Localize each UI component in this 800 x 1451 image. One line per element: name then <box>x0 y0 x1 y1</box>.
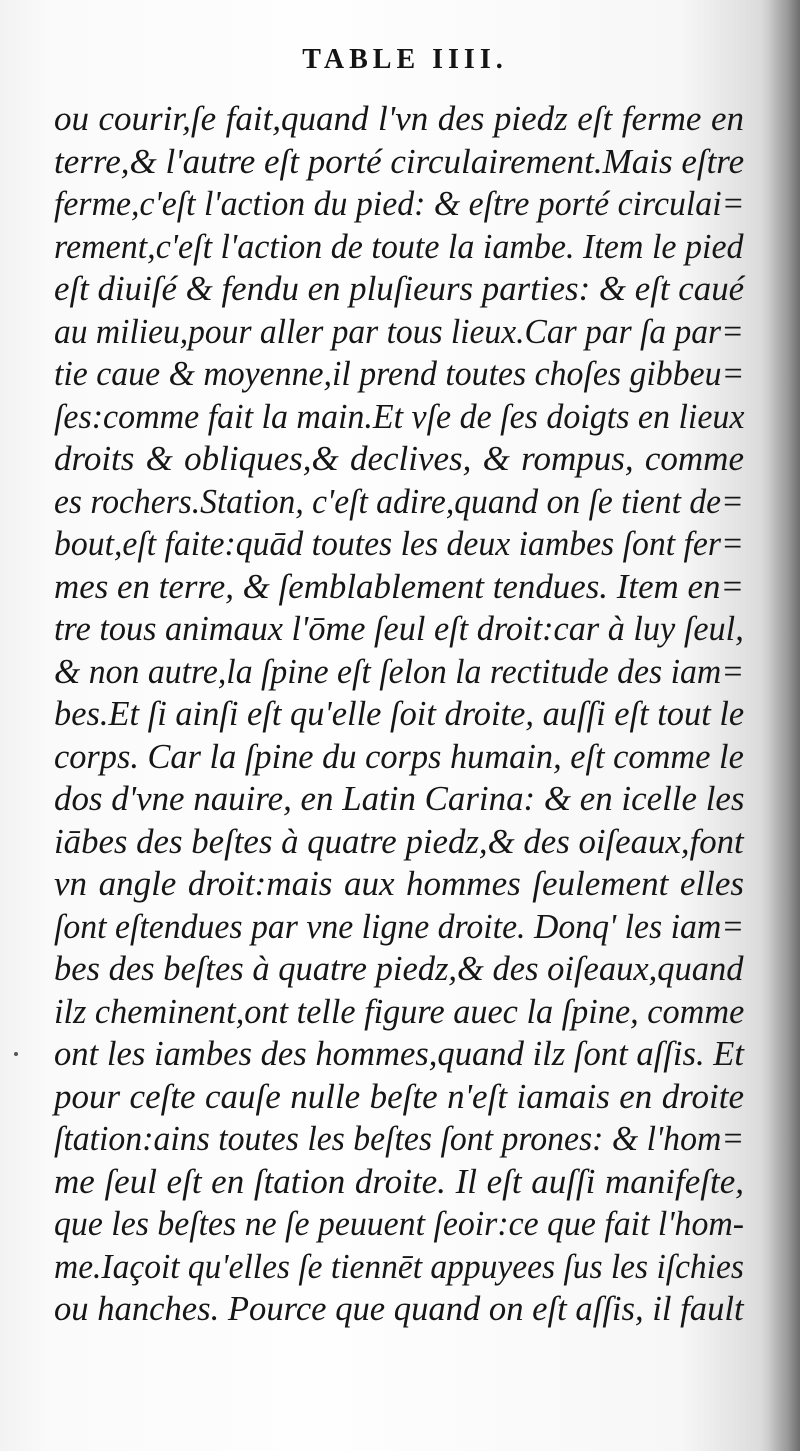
running-head: TABLE IIII. <box>302 44 508 75</box>
text-line: tie caue & moyenne,il prend toutes choſes gibbeu= <box>54 354 745 393</box>
text-line: bout,eſt faite:quād toutes les deux iambes ſont fer= <box>54 524 744 563</box>
text-line: au milieu,pour aller par tous lieux.Car par ſa par= <box>54 311 744 351</box>
text-line: que les beſtes ne ſe peuuent ſeoir:ce que fait l'hom- <box>54 1204 745 1243</box>
body-text <box>54 98 744 1331</box>
text-line: iābes des beſtes à quatre piedz,& des oiſeaux,font <box>54 821 744 861</box>
text-line: ferme,c'eſt l'action du pied: & eſtre porté circulai= <box>54 184 745 223</box>
text-line: ont les iambes des hommes,quand ilz ſont aſſis. Et <box>54 1034 745 1073</box>
text-line: bes des beſtes à quatre piedz,& des oiſeaux,quand <box>54 949 744 988</box>
text-line: ſont eſtendues par vne ligne droite. Donq' les iam= <box>54 906 745 946</box>
text-line: ſtation:ains toutes les beſtes ſont prones: & l'hom= <box>54 1119 745 1158</box>
text-line: ilz cheminent,ont telle figure auec la ſpine, comme <box>54 991 745 1031</box>
text-line: droits & obliques,& declives, & rompus, comme <box>54 439 744 478</box>
text-line: me ſeul eſt en ſtation droite. Il eſt auſſi manifeſte, <box>54 1161 744 1201</box>
text-line: bes.Et ſi ainſi eſt qu'elle ſoit droite, auſſi eſt tout le <box>54 694 745 733</box>
text-line: me.Iaçoit qu'elles ſe tiennēt appuyees ſus les iſchies <box>54 1246 744 1286</box>
text-line: dos d'vne nauire, en Latin Carina: & en icelle les <box>54 779 745 818</box>
text-line: pour ceſte cauſe nulle beſte n'eſt iamais en droite <box>54 1076 744 1116</box>
text-line: eſt diuiſé & fendu en pluſieurs parties: & eſt caué <box>54 269 745 308</box>
gutter-shadow <box>760 0 800 1451</box>
text-line: terre,& l'autre eſt porté circulairement.Mais eſtre <box>54 141 745 181</box>
text-line: ou courir,ſe fait,quand l'vn des piedz eſt ferme en <box>54 99 744 138</box>
ink-speck <box>14 1052 18 1056</box>
text-line: es rochers.Station, c'eſt adire,quand on ſe tient de= <box>54 481 744 521</box>
text-line: & non autre,la ſpine eſt ſelon la rectitude des iam= <box>54 651 745 691</box>
text-line: corps. Car la ſpine du corps humain, eſt comme le <box>54 736 744 776</box>
text-line: mes en terre, & ſemblablement tendues. Item en= <box>54 566 744 606</box>
text-line: ou hanches. Pource que quand on eſt aſſis, il fault <box>54 1289 744 1328</box>
text-line: vn angle droit:mais aux hommes ſeulement elles <box>54 864 744 903</box>
text-line: ſes:comme fait la main.Et vſe de ſes doigts en lieux <box>54 396 745 436</box>
text-line: rement,c'eſt l'action de toute la iambe. Item le pied <box>54 226 744 266</box>
text-line: tre tous animaux l'ōme ſeul eſt droit:car à luy ſeul, <box>54 609 744 648</box>
